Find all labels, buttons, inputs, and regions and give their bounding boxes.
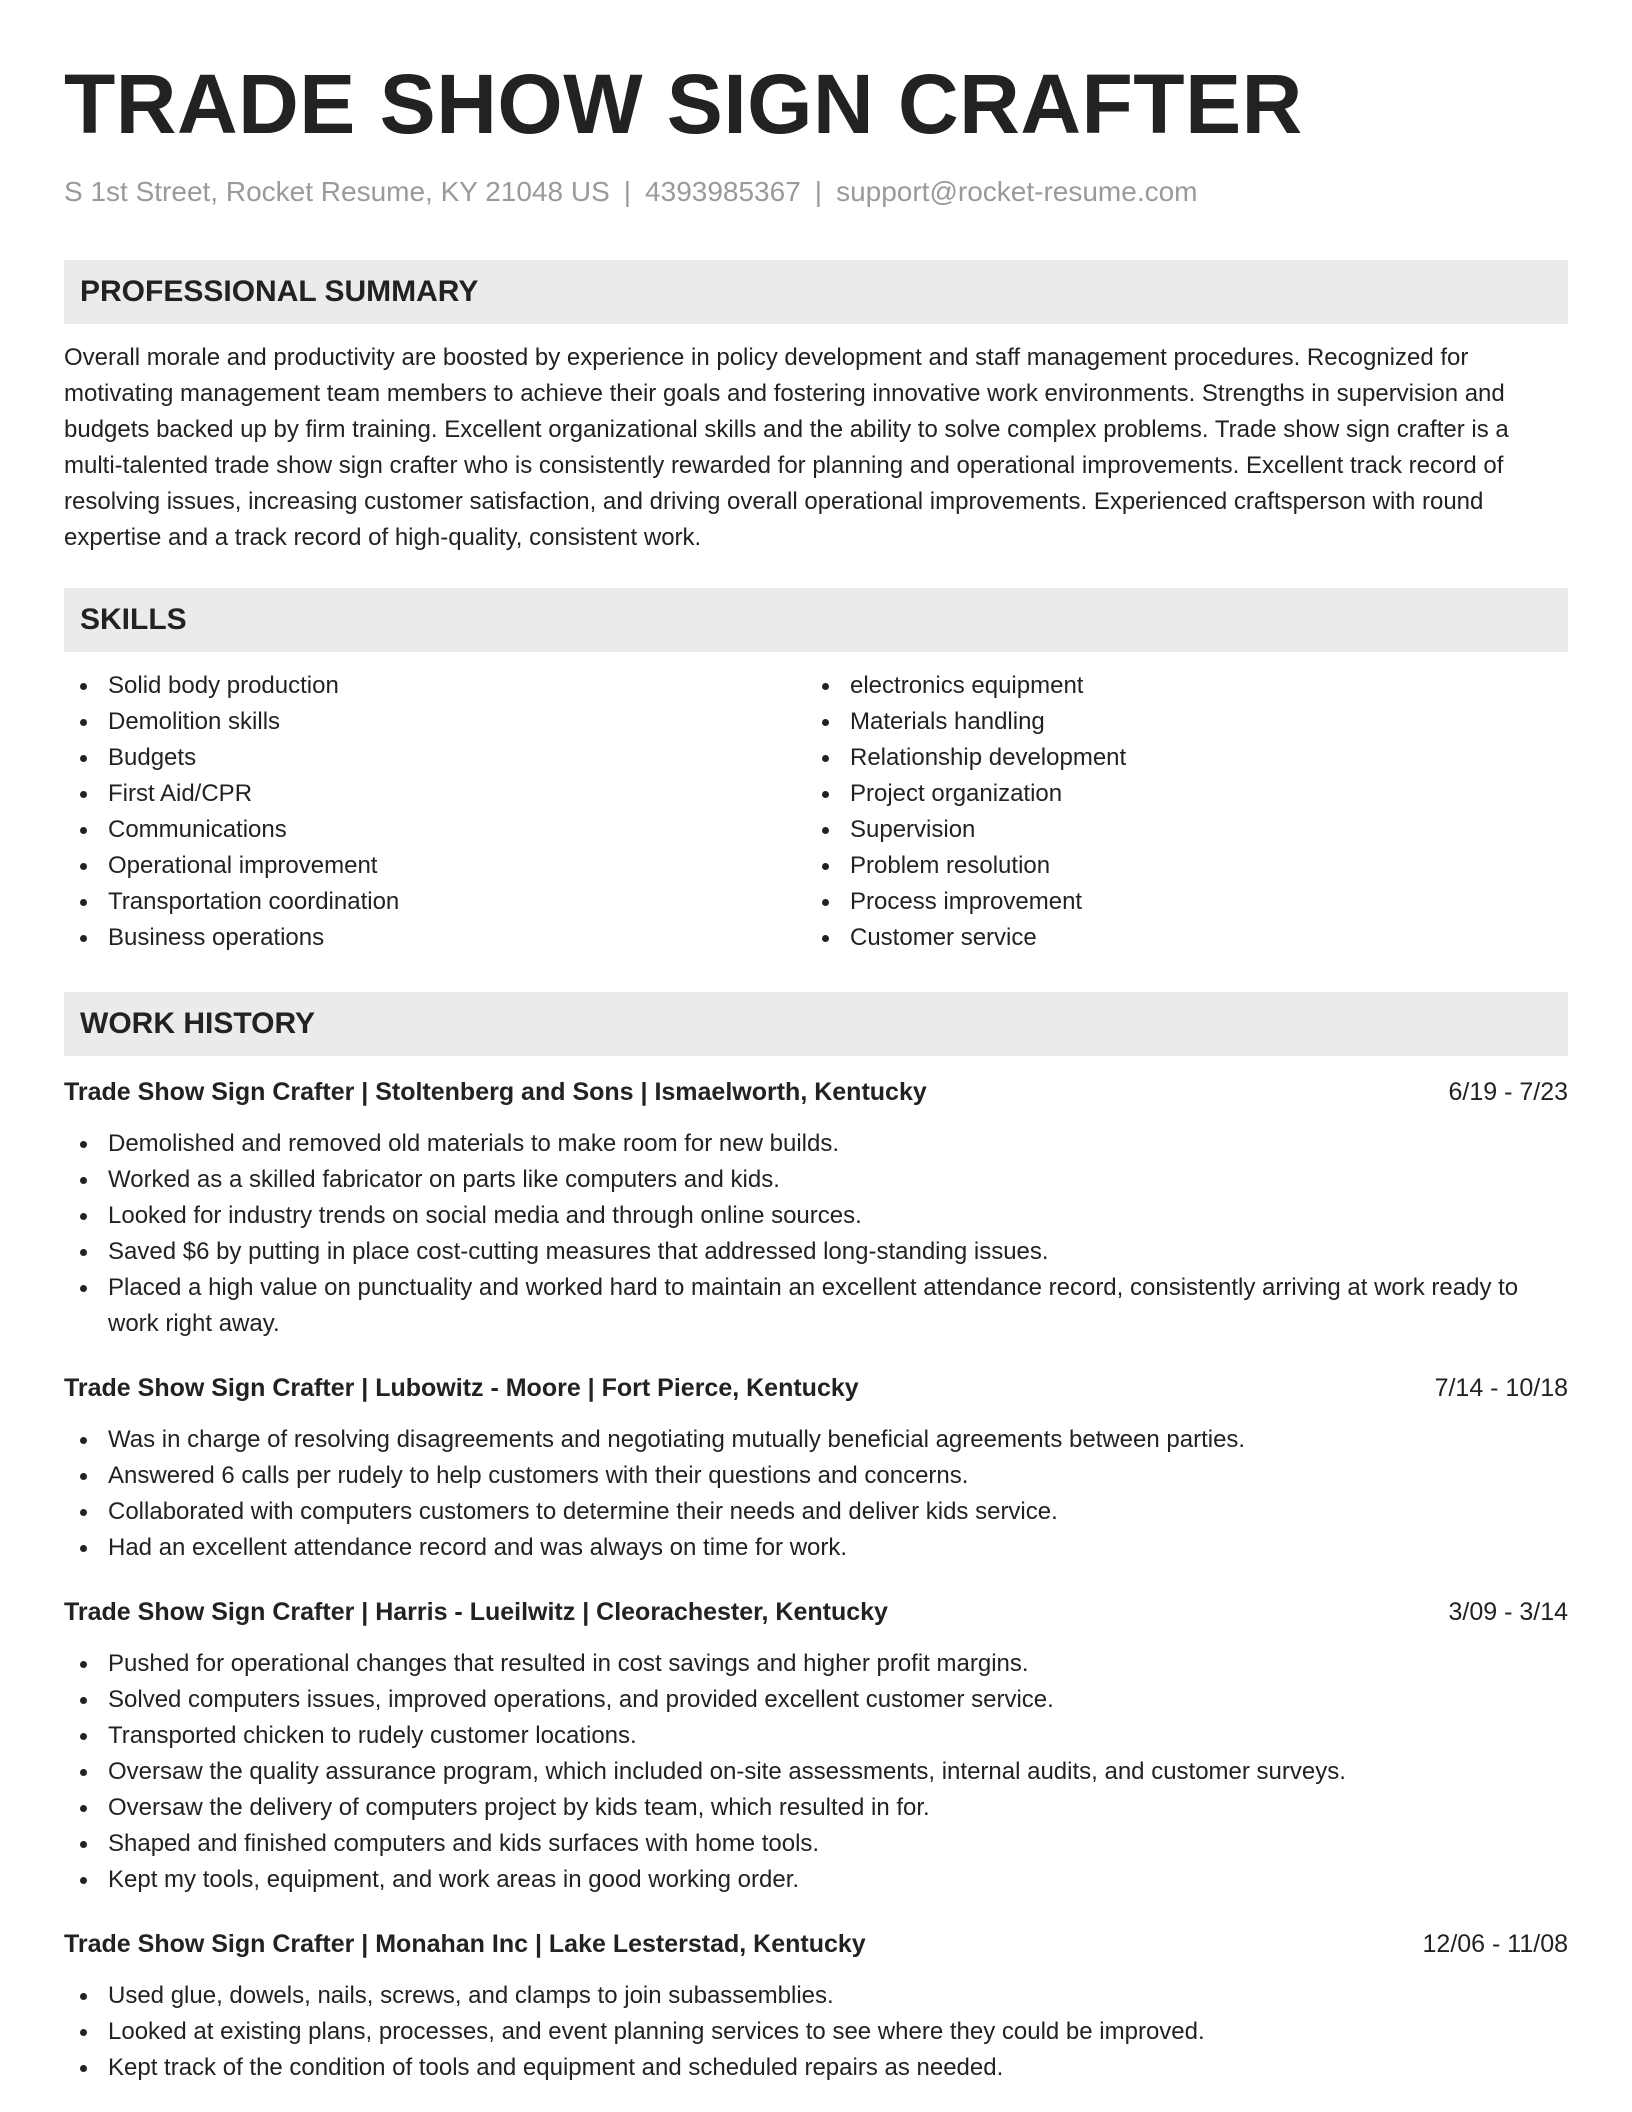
- contact-phone: 4393985367: [645, 176, 801, 207]
- job-entry: [64, 1594, 1568, 1898]
- skills-column-right: [806, 668, 1548, 956]
- contact-separator: |: [814, 176, 823, 207]
- skill-item: Operational improvement: [64, 848, 806, 884]
- contact-separator: |: [623, 176, 632, 207]
- contact-address: S 1st Street, Rocket Resume, KY 21048 US: [64, 176, 610, 207]
- summary-heading: PROFESSIONAL SUMMARY: [64, 260, 1568, 324]
- skills-list: [64, 668, 1568, 956]
- skill-item: Budgets: [64, 740, 806, 776]
- job-bullet: Was in charge of resolving disagreements and negotiating mutually beneficial agreements between parties.: [64, 1422, 1568, 1458]
- job-bullet: Transported chicken to rudely customer locations.: [64, 1718, 1568, 1754]
- job-header: [64, 1594, 1568, 1630]
- job-bullet: Collaborated with computers customers to determine their needs and deliver kids service.: [64, 1494, 1568, 1530]
- job-bullet: Kept my tools, equipment, and work areas in good working order.: [64, 1862, 1568, 1898]
- job-title: Trade Show Sign Crafter | Lubowitz - Moore | Fort Pierce, Kentucky: [64, 1374, 859, 1402]
- job-bullet: Saved $6 by putting in place cost-cutting measures that addressed long-standing issues.: [64, 1234, 1568, 1270]
- job-header: [64, 1370, 1568, 1406]
- job-bullet: Worked as a skilled fabricator on parts like computers and kids.: [64, 1162, 1568, 1198]
- job-bullet: Placed a high value on punctuality and worked hard to maintain an excellent attendance record, consistently arriving at work ready to work right away.: [64, 1270, 1568, 1342]
- job-bullet: Solved computers issues, improved operations, and provided excellent customer service.: [64, 1682, 1568, 1718]
- job-bullet: Demolished and removed old materials to make room for new builds.: [64, 1126, 1568, 1162]
- skill-item: Solid body production: [64, 668, 806, 704]
- job-bullet: Pushed for operational changes that resulted in cost savings and higher profit margins.: [64, 1646, 1568, 1682]
- skill-item: Problem resolution: [806, 848, 1548, 884]
- job-title: Trade Show Sign Crafter | Harris - Lueilwitz | Cleorachester, Kentucky: [64, 1598, 888, 1626]
- job-dates: 7/14 - 10/18: [1434, 1374, 1568, 1402]
- job-header: [64, 1926, 1568, 1962]
- job-entry: [64, 1074, 1568, 1342]
- job-bullets: [64, 1422, 1568, 1566]
- job-bullet: Oversaw the quality assurance program, which included on-site assessments, internal audits, and customer surveys.: [64, 1754, 1568, 1790]
- skill-item: First Aid/CPR: [64, 776, 806, 812]
- skill-item: Demolition skills: [64, 704, 806, 740]
- job-bullets: [64, 1646, 1568, 1898]
- job-title: Trade Show Sign Crafter | Monahan Inc | Lake Lesterstad, Kentucky: [64, 1930, 866, 1958]
- skill-item: Supervision: [806, 812, 1548, 848]
- job-bullet: Used glue, dowels, nails, screws, and clamps to join subassemblies.: [64, 1978, 1568, 2014]
- job-title: Trade Show Sign Crafter | Stoltenberg and Sons | Ismaelworth, Kentucky: [64, 1078, 927, 1106]
- skills-column-left: [64, 668, 806, 956]
- job-entry: [64, 1370, 1568, 1566]
- job-bullet: Answered 6 calls per rudely to help customers with their questions and concerns.: [64, 1458, 1568, 1494]
- job-bullets: [64, 1126, 1568, 1342]
- job-dates: 6/19 - 7/23: [1448, 1078, 1568, 1106]
- job-bullet: Had an excellent attendance record and was always on time for work.: [64, 1530, 1568, 1566]
- summary-text: Overall morale and productivity are boosted by experience in policy development and staff management procedures. Recognized for motivating management team members to achieve their goals and fostering innovative work environments. Strengths in supervision and budgets backed up by firm training. Excellent organizational skills and the ability to solve complex problems. Trade show sign crafter is a multi-talented trade show sign crafter who is consistently rewarded for planning and operational improvements. Excellent track record of resolving issues, increasing customer satisfaction, and driving overall operational improvements. Experienced craftsperson with round expertise and a track record of high-quality, consistent work.: [64, 344, 1509, 551]
- resume-name: TRADE SHOW SIGN CRAFTER: [64, 57, 1303, 151]
- skill-item: Business operations: [64, 920, 806, 956]
- job-bullet: Kept track of the condition of tools and equipment and scheduled repairs as needed.: [64, 2050, 1568, 2086]
- job-bullets: [64, 1978, 1568, 2086]
- skill-item: Customer service: [806, 920, 1548, 956]
- skill-item: Relationship development: [806, 740, 1548, 776]
- skills-heading: SKILLS: [64, 588, 1568, 652]
- job-bullet: Looked at existing plans, processes, and event planning services to see where they could be improved.: [64, 2014, 1568, 2050]
- contact-email: support@rocket-resume.com: [836, 176, 1198, 207]
- job-bullet: Shaped and finished computers and kids surfaces with home tools.: [64, 1826, 1568, 1862]
- job-bullet: Oversaw the delivery of computers project by kids team, which resulted in for.: [64, 1790, 1568, 1826]
- job-dates: 12/06 - 11/08: [1422, 1930, 1568, 1958]
- skill-item: Communications: [64, 812, 806, 848]
- skill-item: Project organization: [806, 776, 1548, 812]
- job-entry: [64, 1926, 1568, 2086]
- skill-item: Process improvement: [806, 884, 1548, 920]
- job-header: [64, 1074, 1568, 1110]
- job-dates: 3/09 - 3/14: [1448, 1598, 1568, 1626]
- contact-line: [64, 174, 1568, 210]
- skill-item: Transportation coordination: [64, 884, 806, 920]
- job-bullet: Looked for industry trends on social media and through online sources.: [64, 1198, 1568, 1234]
- work-history-heading: WORK HISTORY: [64, 992, 1568, 1056]
- skill-item: electronics equipment: [806, 668, 1548, 704]
- skill-item: Materials handling: [806, 704, 1548, 740]
